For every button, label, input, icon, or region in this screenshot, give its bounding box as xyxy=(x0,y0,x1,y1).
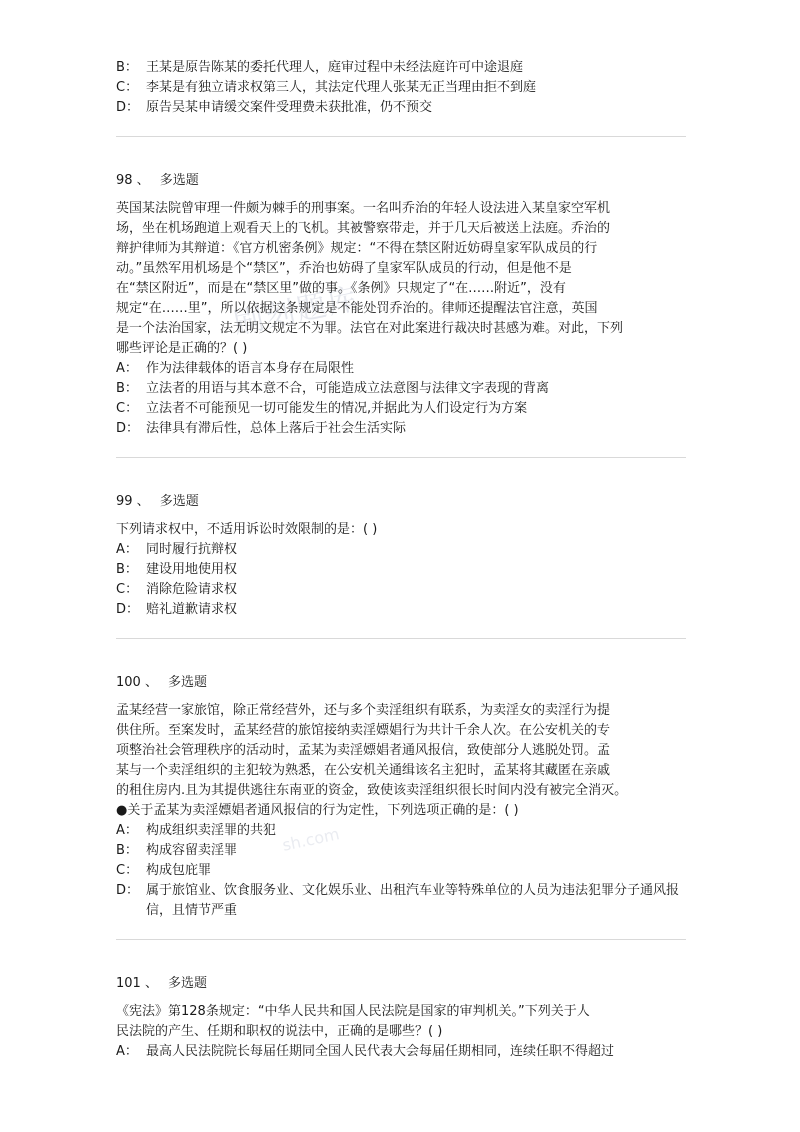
divider xyxy=(116,939,686,940)
option-text: 王某是原告陈某的委托代理人，庭审过程中未经法庭许可中途退庭 xyxy=(146,60,524,75)
question-100 xyxy=(116,673,686,921)
option-text: 同时履行抗辩权 xyxy=(146,542,238,557)
option-text: 法律具有滞后性，总体上落后于社会生活实际 xyxy=(146,421,407,436)
option-label: A： xyxy=(116,1044,138,1059)
option-label: C： xyxy=(116,863,139,878)
option-text: 构成组织卖淫罪的共犯 xyxy=(146,823,277,838)
option-text: 消除危险请求权 xyxy=(146,582,238,597)
option-item[interactable] xyxy=(116,359,686,379)
stem-line: 的租住房内.且为其提供逃往东南亚的资金，致使该卖淫组织很长时间内没有被完全消灭。 xyxy=(116,783,628,798)
option-item[interactable] xyxy=(116,98,686,118)
stem-line: 《宪法》第128条规定：“中华人民共和国人民法院是国家的审判机关。”下列关于人 xyxy=(116,1004,590,1019)
option-text: 原告吴某申请缓交案件受理费未获批准，仍不预交 xyxy=(146,100,433,115)
question-98 xyxy=(116,171,686,439)
option-item[interactable] xyxy=(116,1042,686,1062)
option-text: 作为法律载体的语言本身存在局限性 xyxy=(146,361,355,376)
option-text: 立法者的用语与其本意不合，可能造成立法意图与法律文字表现的背离 xyxy=(146,381,550,396)
question-stem xyxy=(116,701,686,821)
option-text: 最高人民法院院长每届任期同全国人民代表大会每届任期相同，连续任职不得超过 xyxy=(146,1044,615,1059)
option-label: A： xyxy=(116,361,138,376)
question-type: 多选题 xyxy=(159,173,199,188)
option-text: 构成包庇罪 xyxy=(146,863,212,878)
option-label: B： xyxy=(116,60,138,75)
stem-line: 孟某经营一家旅馆，除正常经营外，还与多个卖淫组织有联系，为卖淫女的卖淫行为提 xyxy=(116,703,611,718)
option-item[interactable] xyxy=(116,580,686,600)
stem-line: 在“禁区附近”，而是在“禁区里”做的事。《条例》只规定了“在……附近”，没有 xyxy=(116,281,566,296)
option-label: A： xyxy=(116,542,138,557)
option-item[interactable] xyxy=(116,821,686,841)
option-item[interactable] xyxy=(116,841,686,861)
option-label: C： xyxy=(116,80,139,95)
stem-line: 场，坐在机场跑道上观看天上的飞机。其被警察带走，并于几天后被送上法庭。乔治的 xyxy=(116,221,611,236)
question-type: 多选题 xyxy=(167,675,207,690)
question-stem xyxy=(116,520,686,540)
stem-line: 哪些评论是正确的？( ) xyxy=(116,341,248,356)
option-label: B： xyxy=(116,381,138,396)
divider xyxy=(116,457,686,458)
option-text: 赔礼道歉请求权 xyxy=(146,602,238,617)
question-99 xyxy=(116,492,686,620)
document-page xyxy=(116,58,686,1062)
stem-line: 下列请求权中，不适用诉讼时效限制的是：( ) xyxy=(116,522,378,537)
option-item[interactable] xyxy=(116,600,686,620)
option-label: D： xyxy=(116,883,140,898)
question-stem xyxy=(116,1002,686,1042)
option-item[interactable] xyxy=(116,399,686,419)
question-number: 99 、 xyxy=(116,494,150,509)
watermark-url: sh.com xyxy=(280,824,342,855)
prev-question-options xyxy=(116,58,686,118)
question-header xyxy=(116,974,686,994)
question-options xyxy=(116,540,686,620)
stem-line: 项整治社会管理秩序的活动时，孟某为卖淫嫖娼者通风报信，致使部分人逃脱处罚。孟 xyxy=(116,743,611,758)
question-type: 多选题 xyxy=(159,494,199,509)
option-item[interactable] xyxy=(116,78,686,98)
option-item[interactable] xyxy=(116,881,686,921)
stem-line: 供住所。至案发时，孟某经营的旅馆接纳卖淫嫖娼行为共计千余人次。在公安机关的专 xyxy=(116,723,611,738)
option-label: D： xyxy=(116,421,140,436)
option-item[interactable] xyxy=(116,560,686,580)
question-options xyxy=(116,359,686,439)
stem-line: 英国某法院曾审理一件颇为棘手的刑事案。一名叫乔治的年轻人设法进入某皇家空军机 xyxy=(116,201,611,216)
divider xyxy=(116,638,686,639)
question-number: 100 、 xyxy=(116,675,158,690)
option-label: D： xyxy=(116,602,140,617)
question-options xyxy=(116,821,686,921)
stem-line: 某与一个卖淫组织的主犯较为熟悉，在公安机关通缉该名主犯时，孟某将其藏匿在亲戚 xyxy=(116,763,611,778)
question-header xyxy=(116,673,686,693)
question-number: 98 、 xyxy=(116,173,150,188)
option-text: 立法者不可能预见一切可能发生的情况,并据此为人们设定行为方案 xyxy=(146,401,528,416)
question-header xyxy=(116,171,686,191)
watermark: 刷刻题库 xyxy=(230,280,363,342)
option-text: 李某是有独立请求权第三人，其法定代理人张某无正当理由拒不到庭 xyxy=(146,80,537,95)
option-item[interactable] xyxy=(116,58,686,78)
divider xyxy=(116,136,686,137)
stem-line: 辩护律师为其辩道：《官方机密条例》规定：“不得在禁区附近妨碍皇家军队成员的行 xyxy=(116,241,598,256)
option-item[interactable] xyxy=(116,379,686,399)
option-item[interactable] xyxy=(116,540,686,560)
question-number: 101 、 xyxy=(116,976,158,991)
question-options xyxy=(116,1042,686,1062)
option-label: B： xyxy=(116,843,138,858)
stem-line: 是一个法治国家，法无明文规定不为罪。法官在对此案进行裁决时甚感为难。对此，下列 xyxy=(116,321,624,336)
option-item[interactable] xyxy=(116,419,686,439)
stem-line: 动。”虽然军用机场是个“禁区”，乔治也妨碍了皇家军队成员的行动，但是他不是 xyxy=(116,261,572,276)
stem-line: 民法院的产生、任期和职权的说法中，正确的是哪些？( ) xyxy=(116,1024,443,1039)
option-label: A： xyxy=(116,823,138,838)
option-label: B： xyxy=(116,562,138,577)
option-label: D： xyxy=(116,100,140,115)
option-label: C： xyxy=(116,401,139,416)
stem-line: ●关于孟某为卖淫嫖娼者通风报信的行为定性，下列选项正确的是：( ) xyxy=(116,803,519,818)
option-text: 建设用地使用权 xyxy=(146,562,238,577)
question-type: 多选题 xyxy=(167,976,207,991)
question-stem xyxy=(116,199,686,359)
question-101 xyxy=(116,974,686,1062)
stem-line: 规定“在……里”，所以依据这条规定是不能处罚乔治的。律师还提醒法官注意，英国 xyxy=(116,301,598,316)
option-text: 构成容留卖淫罪 xyxy=(146,843,238,858)
option-text: 属于旅馆业、饮食服务业、文化娱乐业、出租汽车业等特殊单位的人员为违法犯罪分子通风报信，且情节严重 xyxy=(146,883,680,918)
question-header xyxy=(116,492,686,512)
option-item[interactable] xyxy=(116,861,686,881)
option-label: C： xyxy=(116,582,139,597)
